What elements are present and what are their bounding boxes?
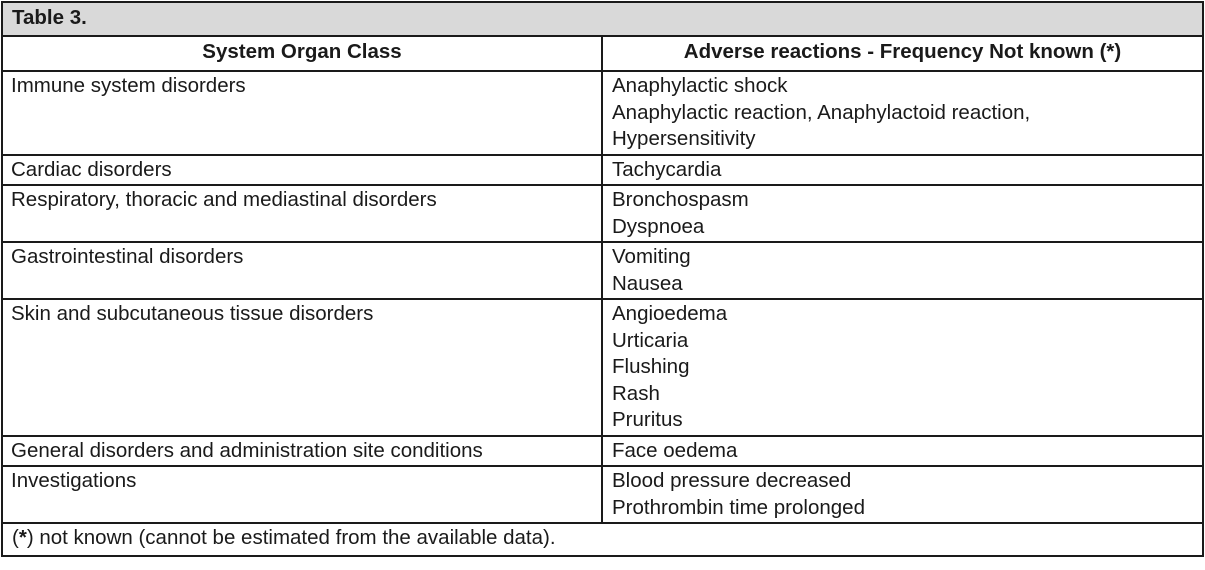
table-title: Table 3. (2, 2, 1203, 36)
reactions-cell (602, 185, 1203, 242)
table-row (2, 155, 1203, 186)
reaction-item: Flushing (612, 355, 690, 378)
soc-cell: Investigations (2, 466, 602, 523)
table-row (2, 299, 1203, 436)
reaction-item: Dyspnoea (612, 214, 705, 238)
reaction-item: Blood pressure decreased (612, 469, 852, 492)
reaction-item: Hypersensitivity (612, 127, 756, 150)
reactions-cell (602, 466, 1203, 523)
soc-cell: General disorders and administration site conditions (2, 436, 602, 467)
header-adverse-reactions: Adverse reactions - Frequency Not known (*) (602, 36, 1203, 71)
reaction-item: Anaphylactic reaction, Anaphylactoid reaction, (612, 100, 1031, 124)
footnote (2, 523, 1203, 556)
footnote-open: ( (12, 526, 19, 549)
header-system-organ-class: System Organ Class (2, 36, 602, 71)
table-row (2, 71, 1203, 155)
footnote-text: ) not known (cannot be estimated from the available data). (26, 526, 556, 549)
soc-cell: Respiratory, thoracic and mediastinal disorders (2, 185, 602, 242)
table-row (2, 436, 1203, 467)
reaction-item: Rash (612, 381, 660, 405)
reaction-item: Anaphylactic shock (612, 74, 788, 97)
reaction-item: Face oedema (612, 438, 738, 462)
soc-cell: Gastrointestinal disorders (2, 242, 602, 299)
reaction-item: Urticaria (612, 328, 689, 352)
soc-cell: Cardiac disorders (2, 155, 602, 186)
table-row (2, 466, 1203, 523)
table-row (2, 185, 1203, 242)
reactions-cell (602, 242, 1203, 299)
title-row (2, 2, 1203, 36)
reactions-cell (602, 436, 1203, 467)
adverse-reactions-table (1, 1, 1204, 557)
footnote-row (2, 523, 1203, 556)
reaction-item: Pruritus (612, 408, 683, 431)
reaction-item: Nausea (612, 271, 683, 295)
reaction-item: Bronchospasm (612, 188, 749, 211)
reaction-item: Tachycardia (612, 157, 722, 181)
reaction-item: Angioedema (612, 302, 728, 325)
table-row (2, 242, 1203, 299)
soc-cell: Immune system disorders (2, 71, 602, 155)
reactions-cell (602, 155, 1203, 186)
reactions-cell (602, 299, 1203, 436)
footnote-asterisk: * (18, 526, 27, 549)
reaction-item: Prothrombin time prolonged (612, 495, 865, 519)
soc-cell: Skin and subcutaneous tissue disorders (2, 299, 602, 436)
reaction-item: Vomiting (612, 245, 691, 268)
header-row (2, 36, 1203, 71)
reactions-cell (602, 71, 1203, 155)
